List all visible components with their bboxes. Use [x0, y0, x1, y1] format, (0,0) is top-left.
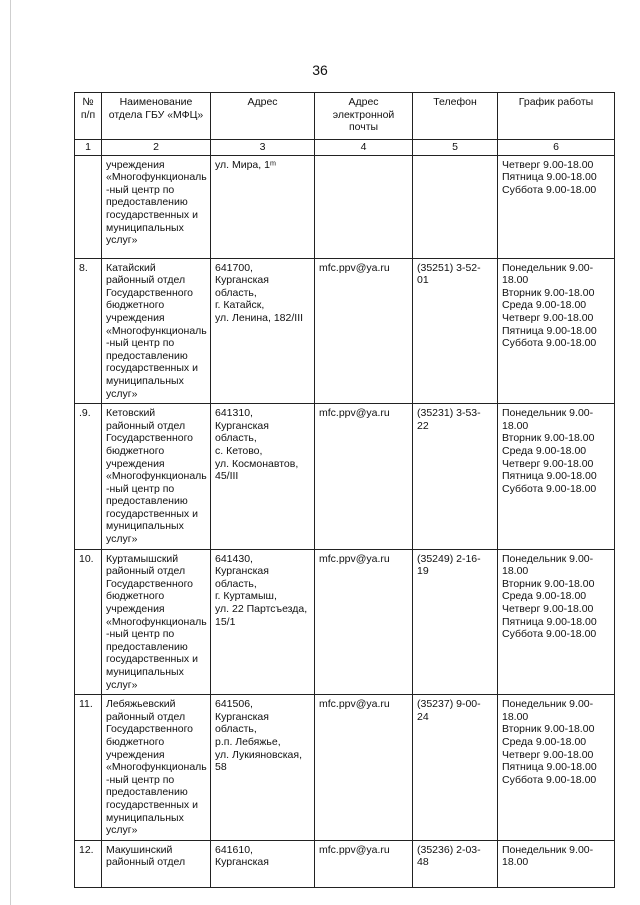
department-email — [315, 155, 413, 258]
header-number: № п/п — [75, 93, 102, 140]
department-name: Кетовский районный отдел Государственного бюджетного учреждения «Многофункциональ -ный центр по предоставлению государственных и муниципальных услуг» — [102, 404, 211, 550]
department-name: Куртамышский районный отдел Государственного бюджетного учреждения «Многофункциональ -ный центр по предоставлению государственных и муниципальных услуг» — [102, 549, 211, 695]
header-address: Адрес — [211, 93, 315, 140]
department-schedule: Понедельник 9.00- 18.00 Вторник 9.00-18.00 Среда 9.00-18.00 Четверг 9.00-18.00 Пятница 9.00-18.00 Суббота 9.00-18.00 — [498, 549, 615, 695]
department-phone — [413, 155, 498, 258]
department-address: 641310, Курганская область, с. Кетово, ул. Космонавтов, 45/III — [211, 404, 315, 550]
department-phone: (35249) 2-16- 19 — [413, 549, 498, 695]
table-header-row — [75, 93, 615, 140]
table-row — [75, 258, 615, 404]
row-number: .9. — [75, 404, 102, 550]
column-number: 2 — [102, 140, 211, 156]
table-row — [75, 549, 615, 695]
department-schedule: Четверг 9.00-18.00 Пятница 9.00-18.00 Суббота 9.00-18.00 — [498, 155, 615, 258]
row-number: 11. — [75, 695, 102, 841]
mfc-departments-table — [74, 92, 615, 888]
department-name: Макушинский районный отдел — [102, 840, 211, 887]
row-number: 12. — [75, 840, 102, 887]
department-phone: (35251) 3-52- 01 — [413, 258, 498, 404]
department-email: mfc.ppv@ya.ru — [315, 549, 413, 695]
column-number: 4 — [315, 140, 413, 156]
table-row — [75, 404, 615, 550]
department-email: mfc.ppv@ya.ru — [315, 695, 413, 841]
row-number: 10. — [75, 549, 102, 695]
department-name: учреждения «Многофункциональ -ный центр по предоставлению государственных и муниципальных услуг» — [102, 155, 211, 258]
department-phone: (35236) 2-03- 48 — [413, 840, 498, 887]
scan-edge-line — [10, 0, 11, 905]
column-number: 5 — [413, 140, 498, 156]
table-row — [75, 695, 615, 841]
department-email: mfc.ppv@ya.ru — [315, 404, 413, 550]
department-address: 641430, Курганская область, г. Куртамыш, ул. 22 Партсъезда, 15/1 — [211, 549, 315, 695]
department-email: mfc.ppv@ya.ru — [315, 258, 413, 404]
header-department-name: Наименование отдела ГБУ «МФЦ» — [102, 93, 211, 140]
department-address: 641700, Курганская область, г. Катайск, ул. Ленина, 182/III — [211, 258, 315, 404]
department-schedule: Понедельник 9.00- 18.00 Вторник 9.00-18.00 Среда 9.00-18.00 Четверг 9.00-18.00 Пятница 9.00-18.00 Суббота 9.00-18.00 — [498, 258, 615, 404]
column-numbers-row — [75, 140, 615, 156]
department-address: ул. Мира, 1ᵐ — [211, 155, 315, 258]
department-schedule: Понедельник 9.00- 18.00 Вторник 9.00-18.00 Среда 9.00-18.00 Четверг 9.00-18.00 Пятница 9.00-18.00 Суббота 9.00-18.00 — [498, 695, 615, 841]
department-phone: (35231) 3-53- 22 — [413, 404, 498, 550]
row-number: 8. — [75, 258, 102, 404]
table-row — [75, 840, 615, 887]
department-schedule: Понедельник 9.00- 18.00 Вторник 9.00-18.00 Среда 9.00-18.00 Четверг 9.00-18.00 Пятница 9.00-18.00 Суббота 9.00-18.00 — [498, 404, 615, 550]
department-phone: (35237) 9-00- 24 — [413, 695, 498, 841]
header-schedule: График работы — [498, 93, 615, 140]
department-address: 641506, Курганская область, р.п. Лебяжье, ул. Лукияновская, 58 — [211, 695, 315, 841]
column-number: 6 — [498, 140, 615, 156]
row-number — [75, 155, 102, 258]
department-name: Катайский районный отдел Государственного бюджетного учреждения «Многофункциональ -ный центр по предоставлению государственных и муниципальных услуг» — [102, 258, 211, 404]
header-email: Адрес электронной почты — [315, 93, 413, 140]
header-phone: Телефон — [413, 93, 498, 140]
page-number: 36 — [312, 62, 328, 78]
department-address: 641610, Курганская — [211, 840, 315, 887]
column-number: 3 — [211, 140, 315, 156]
table-row — [75, 155, 615, 258]
column-number: 1 — [75, 140, 102, 156]
department-email: mfc.ppv@ya.ru — [315, 840, 413, 887]
department-schedule: Понедельник 9.00- 18.00 — [498, 840, 615, 887]
department-name: Лебяжьевский районный отдел Государственного бюджетного учреждения «Многофункциональ -ный центр по предоставлению государственных и муниципальных услуг» — [102, 695, 211, 841]
